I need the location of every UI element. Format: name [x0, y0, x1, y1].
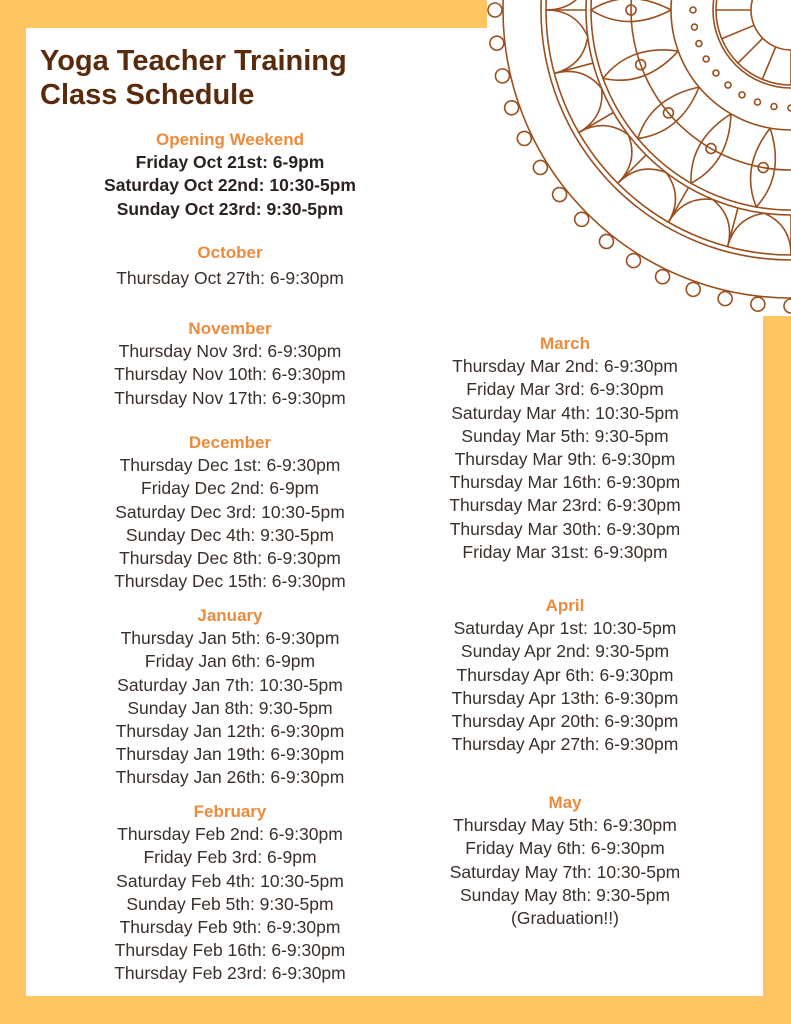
page-title	[40, 44, 347, 112]
schedule-item: Friday Mar 31st: 6-9:30pm	[462, 541, 668, 562]
schedule-item: Thursday May 5th: 6-9:30pm	[453, 815, 677, 836]
schedule-item: Saturday Apr 1st: 10:30-5pm	[453, 618, 677, 639]
schedule-item: Thursday Mar 30th: 6-9:30pm	[449, 518, 681, 539]
schedule-item: Thursday Feb 9th: 6-9:30pm	[119, 917, 341, 938]
schedule-item: Thursday Feb 23rd: 6-9:30pm	[114, 963, 346, 984]
schedule-item: Thursday Jan 5th: 6-9:30pm	[120, 628, 340, 649]
section-heading: Opening Weekend	[156, 130, 304, 149]
section-heading: April	[545, 596, 585, 615]
schedule-item: Thursday Apr 13th: 6-9:30pm	[451, 687, 679, 708]
schedule-item: Thursday Feb 16th: 6-9:30pm	[114, 940, 346, 961]
schedule-item: Friday Dec 2nd: 6-9pm	[141, 478, 319, 499]
title-line-2: Class Schedule	[40, 79, 255, 111]
schedule-item: Thursday Feb 2nd: 6-9:30pm	[117, 824, 343, 845]
schedule-item: Sunday Feb 5th: 9:30-5pm	[126, 893, 334, 914]
schedule-item: Thursday Mar 9th: 6-9:30pm	[454, 449, 676, 470]
schedule-item: Saturday Mar 4th: 10:30-5pm	[451, 402, 679, 423]
schedule-item: Thursday Apr 27th: 6-9:30pm	[451, 734, 679, 755]
schedule-item: Saturday Dec 3rd: 10:30-5pm	[115, 501, 345, 522]
schedule-item: Sunday Oct 23rd: 9:30-5pm	[116, 198, 344, 219]
schedule-item: (Graduation!!)	[511, 908, 619, 929]
schedule-item: Thursday Nov 10th: 6-9:30pm	[114, 364, 346, 385]
schedule-item: Thursday Mar 2nd: 6-9:30pm	[452, 356, 678, 377]
schedule-item: Saturday May 7th: 10:30-5pm	[449, 861, 681, 882]
section-march	[405, 332, 725, 564]
schedule-item: Sunday Jan 8th: 9:30-5pm	[127, 697, 333, 718]
section-october	[70, 241, 390, 290]
schedule-item: Thursday Dec 8th: 6-9:30pm	[119, 548, 341, 569]
section-february	[70, 800, 390, 986]
section-opening-weekend	[70, 128, 390, 221]
schedule-item: Sunday Dec 4th: 9:30-5pm	[125, 524, 335, 545]
schedule-item: Thursday Apr 20th: 6-9:30pm	[451, 711, 679, 732]
section-may	[405, 791, 725, 930]
schedule-item: Friday Mar 3rd: 6-9:30pm	[466, 379, 664, 400]
mandala-decoration	[487, 0, 791, 316]
schedule-item: Sunday Apr 2nd: 9:30-5pm	[460, 641, 670, 662]
schedule-item: Friday Feb 3rd: 6-9pm	[143, 847, 317, 868]
schedule-item: Friday May 6th: 6-9:30pm	[465, 838, 665, 859]
mandala-icon	[487, 0, 791, 316]
section-heading: November	[188, 319, 272, 338]
schedule-item: Friday Oct 21st: 6-9pm	[135, 152, 325, 173]
schedule-item: Thursday Jan 12th: 6-9:30pm	[115, 721, 345, 742]
section-april	[405, 594, 725, 756]
section-heading: May	[548, 793, 582, 812]
schedule-item: Friday Jan 6th: 6-9pm	[144, 651, 316, 672]
schedule-item: Saturday Jan 7th: 10:30-5pm	[117, 674, 343, 695]
schedule-item: Saturday Feb 4th: 10:30-5pm	[116, 870, 344, 891]
section-heading: March	[539, 334, 591, 353]
schedule-item: Thursday Apr 6th: 6-9:30pm	[456, 664, 674, 685]
schedule-item: Saturday Oct 22nd: 10:30-5pm	[104, 175, 356, 196]
section-january	[70, 604, 390, 790]
schedule-item: Thursday Jan 26th: 6-9:30pm	[115, 767, 345, 788]
section-december	[70, 431, 390, 593]
section-heading: February	[193, 802, 267, 821]
schedule-item: Thursday Oct 27th: 6-9:30pm	[116, 268, 344, 289]
title-line-1: Yoga Teacher Training	[40, 45, 347, 77]
section-november	[70, 317, 390, 410]
schedule-item: Thursday Dec 15th: 6-9:30pm	[114, 571, 346, 592]
schedule-item: Thursday Dec 1st: 6-9:30pm	[119, 455, 341, 476]
schedule-item: Thursday Mar 16th: 6-9:30pm	[449, 472, 681, 493]
schedule-item: Thursday Nov 3rd: 6-9:30pm	[118, 341, 342, 362]
schedule-item: Thursday Nov 17th: 6-9:30pm	[114, 387, 346, 408]
schedule-item: Thursday Mar 23rd: 6-9:30pm	[449, 495, 681, 516]
schedule-item: Thursday Jan 19th: 6-9:30pm	[115, 744, 345, 765]
section-heading: January	[197, 606, 263, 625]
schedule-item: Sunday May 8th: 9:30-5pm	[459, 884, 671, 905]
section-heading: October	[197, 243, 263, 262]
schedule-item: Sunday Mar 5th: 9:30-5pm	[461, 425, 669, 446]
section-heading: December	[188, 433, 272, 452]
